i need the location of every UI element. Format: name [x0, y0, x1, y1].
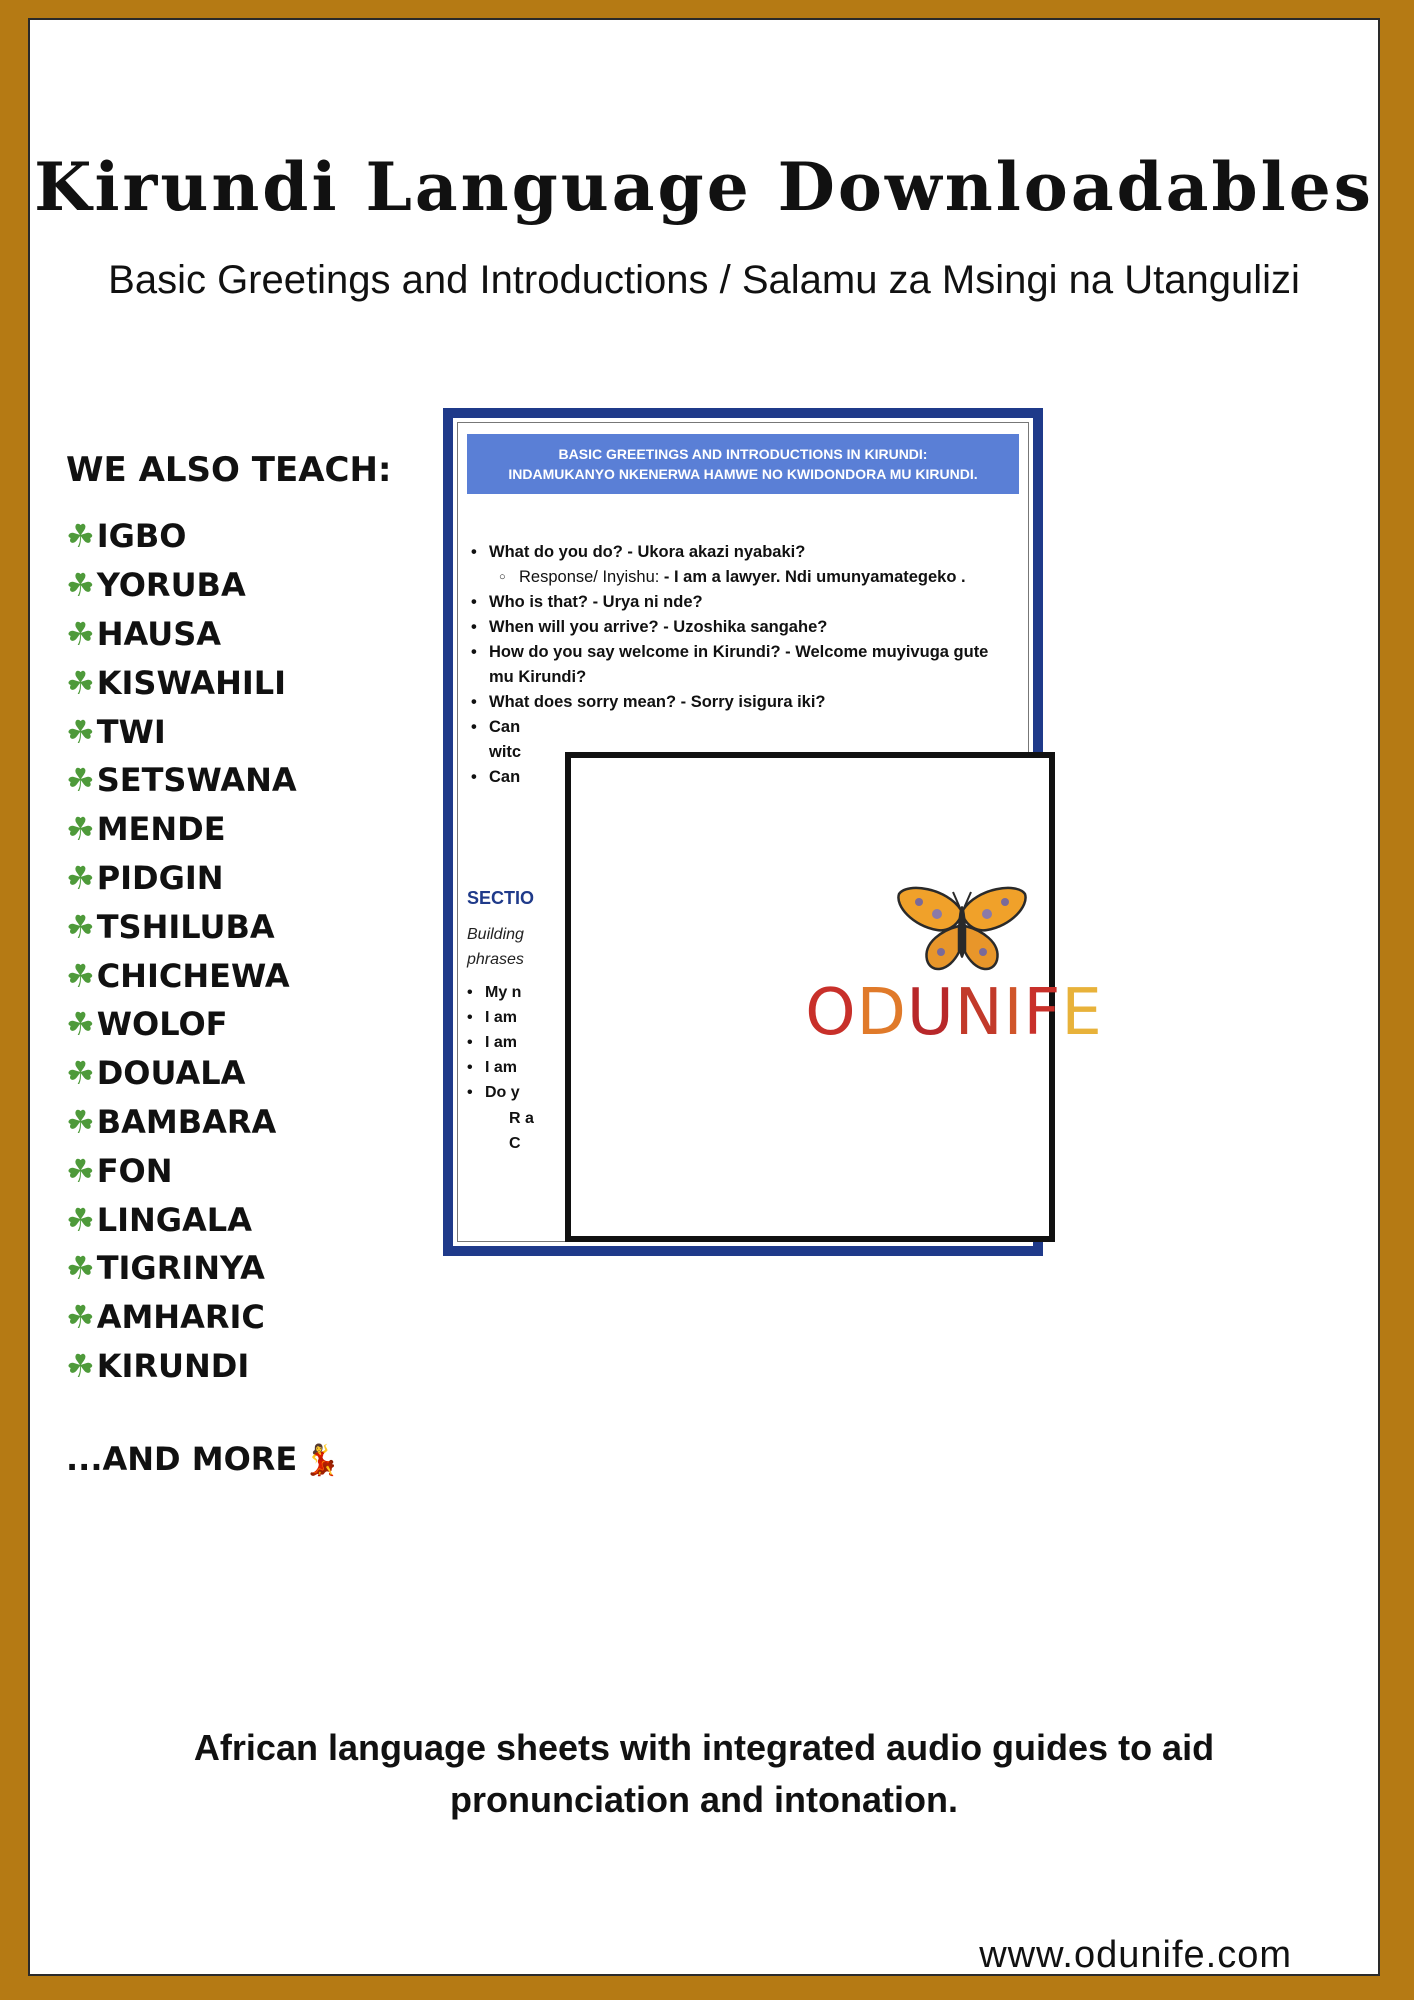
page-subtitle: Basic Greetings and Introductions / Salamu za Msingi na Utangulizi: [108, 258, 1300, 302]
language-item: [66, 512, 297, 561]
sheet-section-title: SECTIO: [467, 888, 535, 908]
language-item: [66, 805, 297, 854]
clover-icon: ☘: [66, 614, 95, 653]
language-item: [66, 1098, 297, 1147]
logo-letter: N: [954, 976, 1004, 1050]
teach-heading: WE ALSO TEACH:: [66, 450, 392, 490]
language-item: [66, 610, 297, 659]
clover-icon: ☘: [66, 907, 95, 946]
sheet-subitem: [467, 565, 997, 590]
language-label: DOUALA: [96, 1054, 246, 1093]
logo-letter: U: [906, 976, 955, 1050]
clover-icon: ☘: [66, 1102, 95, 1141]
logo-letter: O: [805, 976, 857, 1050]
sheet-item: • What does sorry mean? - Sorry isigura iki?: [467, 690, 997, 715]
logo-letter: D: [856, 976, 907, 1050]
language-list: [66, 512, 297, 1390]
language-item: [66, 902, 297, 951]
language-label: TIGRINYA: [96, 1249, 265, 1288]
sheet-item: • When will you arrive? - Uzoshika sangahe?: [467, 615, 997, 640]
dancer-icon: 💃: [303, 1443, 341, 1478]
language-label: YORUBA: [96, 566, 246, 605]
language-item: [66, 1293, 297, 1342]
odunife-logo: [805, 972, 1103, 1050]
clover-icon: ☘: [66, 1346, 95, 1385]
language-label: SETSWANA: [96, 761, 297, 800]
language-item: [66, 854, 297, 903]
language-item: [66, 707, 297, 756]
clover-icon: ☘: [66, 761, 95, 800]
language-item: [66, 1049, 297, 1098]
clover-icon: ☘: [66, 1200, 95, 1239]
sheet-item-text: Can: [489, 718, 521, 736]
language-label: LINGALA: [96, 1200, 252, 1239]
and-more-label: ...AND MORE: [66, 1440, 298, 1478]
language-label: AMHARIC: [96, 1298, 265, 1337]
sheet-item: • My n: [463, 980, 543, 1005]
sheet-banner-line2: INDAMUKANYO NKENERWA HAMWE NO KWIDONDORA MU KIRUNDI.: [508, 466, 978, 482]
language-item: [66, 951, 297, 1000]
logo-letter: F: [1023, 976, 1062, 1050]
clover-icon: ☘: [66, 858, 95, 897]
clover-icon: ☘: [66, 517, 95, 556]
clover-icon: ☘: [66, 956, 95, 995]
clover-icon: ☘: [66, 1298, 95, 1337]
clover-icon: ☘: [66, 1054, 95, 1093]
butterfly-icon: [897, 886, 1027, 978]
language-label: TWI: [96, 712, 166, 751]
language-label: PIDGIN: [96, 858, 224, 897]
logo-letter: E: [1061, 976, 1103, 1050]
sheet-item: • What do you do? - Ukora akazi nyabaki?: [467, 540, 997, 565]
logo-label: [805, 976, 1103, 1050]
clover-icon: ☘: [66, 663, 95, 702]
sheet-item-text: witc: [489, 743, 522, 761]
language-item: [66, 658, 297, 707]
sheet-stub: R a C: [509, 1110, 534, 1152]
logo-letter: I: [1003, 976, 1024, 1050]
clover-icon: ☘: [66, 1005, 95, 1044]
language-item: [66, 1342, 297, 1391]
clover-icon: ☘: [66, 712, 95, 751]
sheet-section-desc: Building phrases: [467, 926, 524, 968]
language-label: BAMBARA: [96, 1102, 277, 1141]
page-title: Kirundi Language Downloadables: [34, 148, 1374, 226]
language-label: KISWAHILI: [96, 663, 287, 702]
language-label: MENDE: [96, 810, 226, 849]
sheet-item: • I am: [463, 1055, 543, 1080]
language-label: WOLOF: [96, 1005, 228, 1044]
tagline-line2: pronunciation and intonation.: [450, 1779, 958, 1820]
language-item: [66, 1244, 297, 1293]
clover-icon: ☘: [66, 1249, 95, 1288]
language-label: CHICHEWA: [96, 956, 290, 995]
language-label: KIRUNDI: [96, 1346, 250, 1385]
language-label: FON: [96, 1151, 173, 1190]
response-text: - I am a lawyer. Ndi umunyamategeko .: [663, 568, 966, 586]
sheet-item: • How do you say welcome in Kirundi? - Welcome muyivuga gute mu Kirundi?: [467, 640, 997, 690]
tagline: [150, 1722, 1258, 1826]
language-item: [66, 756, 297, 805]
language-label: HAUSA: [96, 614, 222, 653]
tagline-line1: African language sheets with integrated audio guides to aid: [193, 1727, 1215, 1768]
sheet-item: • I am: [463, 1005, 543, 1030]
clover-icon: ☘: [66, 566, 95, 605]
sheet-banner: [467, 434, 1019, 494]
sheet-item: • Do y: [463, 1080, 543, 1105]
sheet-banner-line1: BASIC GREETINGS AND INTRODUCTIONS IN KIRUNDI:: [558, 446, 928, 462]
sheet-item: • Can: [467, 765, 997, 790]
response-label: Response/ Inyishu:: [519, 568, 664, 586]
sheet-item: • Who is that? - Urya ni nde?: [467, 590, 997, 615]
language-item: [66, 1000, 297, 1049]
language-item: [66, 1195, 297, 1244]
clover-icon: ☘: [66, 810, 95, 849]
language-item: [66, 1146, 297, 1195]
sheet-item: • I am: [463, 1030, 543, 1055]
clover-icon: ☘: [66, 1151, 95, 1190]
language-label: IGBO: [96, 517, 187, 556]
and-more: [66, 1440, 341, 1478]
language-label: TSHILUBA: [96, 907, 275, 946]
sheet-list-2: [463, 980, 543, 1105]
language-item: [66, 561, 297, 610]
footer-url[interactable]: www.odunife.com: [979, 1934, 1292, 1976]
